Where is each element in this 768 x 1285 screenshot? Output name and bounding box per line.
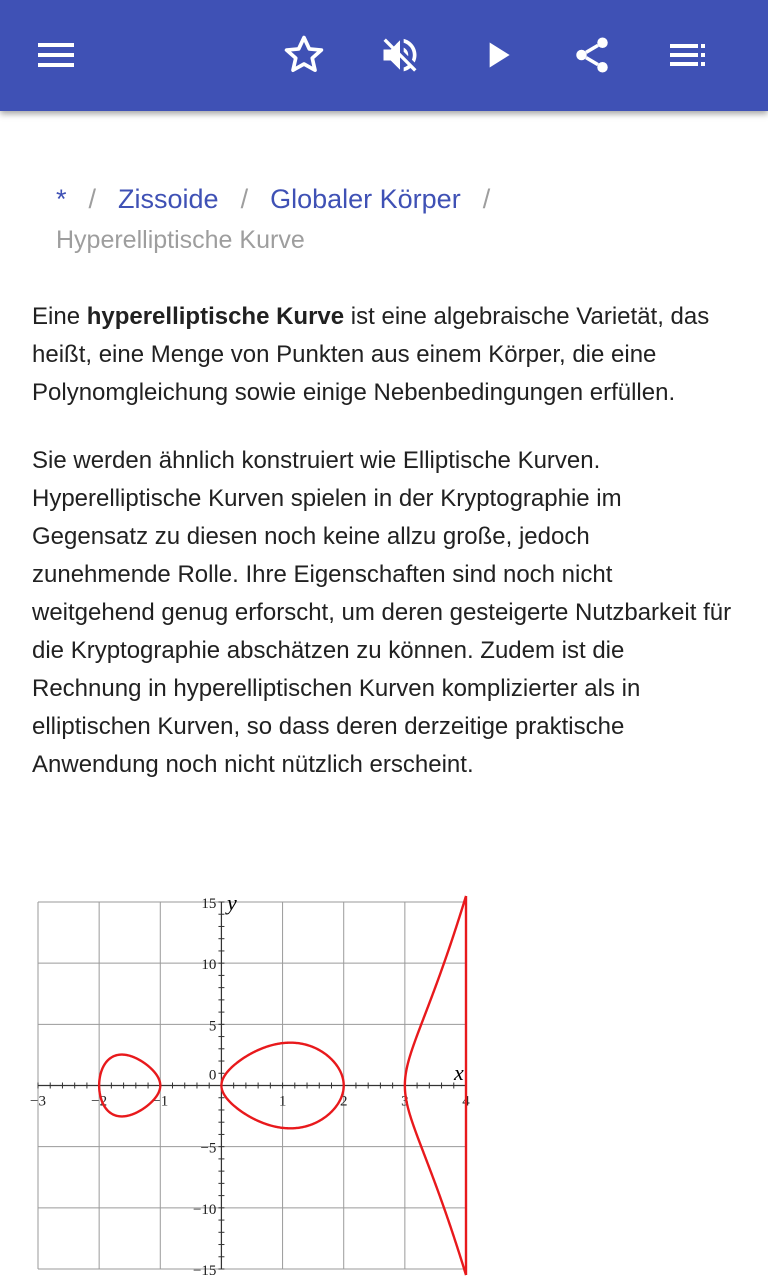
y-tick-label: −10 (192, 1201, 217, 1218)
bookmark-button[interactable] (276, 27, 332, 83)
breadcrumb-separator: / (240, 184, 249, 214)
share-button[interactable] (564, 27, 620, 83)
volume-off-icon (378, 33, 422, 77)
breadcrumb (56, 178, 736, 260)
article-body (32, 298, 732, 814)
app-toolbar (0, 0, 768, 111)
x-tick-label: −2 (91, 1093, 108, 1110)
curve-plot (30, 892, 480, 1280)
x-tick-label: 1 (278, 1093, 287, 1110)
article-term-bold: hyperelliptische Kurve (86, 303, 345, 330)
breadcrumb-separator: / (482, 184, 491, 214)
mute-button[interactable] (372, 27, 428, 83)
breadcrumb-item-globaler-koerper[interactable]: Globaler Körper (270, 184, 461, 214)
contents-button[interactable] (660, 27, 716, 83)
breadcrumb-separator: / (88, 184, 97, 214)
menu-button[interactable] (28, 27, 84, 83)
x-tick-label: −3 (30, 1093, 46, 1110)
y-tick-label: −15 (192, 1263, 217, 1279)
breadcrumb-item-home[interactable]: * (56, 184, 67, 214)
hyperelliptic-curve-figure[interactable] (30, 892, 480, 1280)
y-tick-label: −5 (200, 1140, 217, 1157)
x-tick-label: 4 (462, 1093, 470, 1110)
y-tick-label: 10 (201, 957, 217, 974)
x-tick-label: 2 (339, 1093, 348, 1110)
play-button[interactable] (470, 27, 526, 83)
article-paragraph-2: Sie werden ähnlich konstruiert wie Elliptische Kurven. Hyperelliptische Kurven spielen in der Kryptographie im Gegensatz zu diesen noch keine allzu große, jedoch zunehmende Rolle. Ihre Eigenschaften sind noch nicht weitgehend genug erforscht, um deren gesteigerte Nutzbarkeit für die Kryptographie abschätzen zu können. Zudem ist die Rechnung in hyperelliptischen Kurven komplizierter als in elliptischen Kurven, so dass deren derzeitige praktische Anwendung noch nicht nützlich erscheint. (32, 447, 732, 778)
y-tick-label: 5 (208, 1018, 217, 1035)
x-tick-label: −1 (152, 1093, 169, 1110)
star-outline-icon (282, 33, 326, 77)
breadcrumb-current: Hyperelliptische Kurve (56, 226, 305, 254)
paragraph-text: Eine (32, 303, 87, 330)
article-paragraph-1 (32, 298, 732, 412)
share-icon (571, 34, 613, 76)
x-tick-label: 3 (401, 1093, 409, 1110)
x-axis-label: x (454, 1060, 464, 1085)
play-icon (478, 35, 518, 75)
menu-icon (36, 35, 76, 75)
paragraph-text: ist eine algebraische Varietät, das heißt, eine Menge von Punkten aus einem Körper, die eine Polynomgleichung sowie einige Nebenbedingungen erfüllen. (32, 303, 710, 406)
playlist-icon (668, 35, 708, 75)
y-axis-label: y (227, 892, 237, 915)
y-tick-label: 0 (208, 1067, 217, 1084)
breadcrumb-item-zissoide[interactable]: Zissoide (118, 184, 219, 214)
y-tick-label: 15 (201, 896, 217, 912)
